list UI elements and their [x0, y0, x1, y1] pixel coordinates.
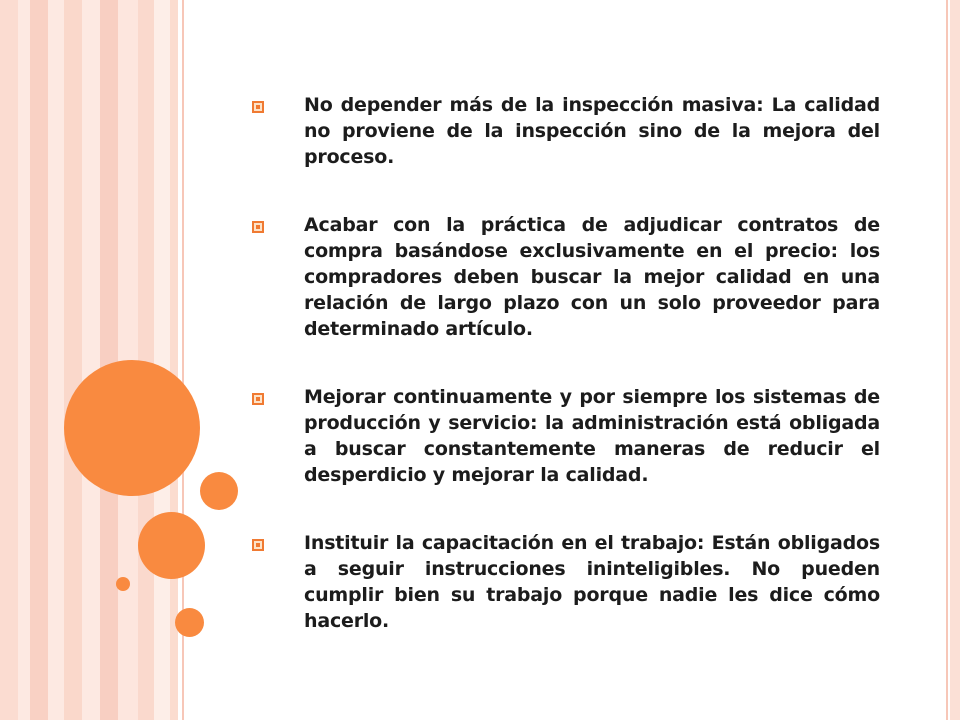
right-divider-line	[946, 0, 948, 720]
bullet-text: Instituir la capacitación en el trabajo: Están obligados a seguir instrucciones ininteligibles. No pueden cumplir bien su trabajo porque nadie les dice cómo hacerlo.	[304, 532, 880, 632]
bullet-item	[248, 384, 880, 488]
bullet-square-icon	[252, 393, 264, 405]
decorative-circle-medium	[138, 512, 205, 579]
left-decorative-stripes	[0, 0, 190, 720]
bullet-text: No depender más de la inspección masiva: La calidad no proviene de la inspección sino de la mejora del proceso.	[304, 94, 880, 168]
decorative-circle-small	[200, 472, 238, 510]
bullet-text: Mejorar continuamente y por siempre los sistemas de producción y servicio: la administración está obligada a buscar constantemente maneras de reducir el desperdicio y mejorar la calidad.	[304, 386, 880, 486]
bullet-square-icon	[252, 539, 264, 551]
bullet-item	[248, 92, 880, 170]
bullet-item	[248, 530, 880, 634]
decorative-circle-small-lower	[175, 608, 204, 637]
bullet-square-icon	[252, 221, 264, 233]
bullet-text: Acabar con la práctica de adjudicar contratos de compra basándose exclusivamente en el precio: los compradores deben buscar la mejor calidad en una relación de largo plazo con un solo proveedor para determinado artículo.	[304, 214, 880, 340]
slide-content	[248, 90, 880, 634]
decorative-circle-tiny	[116, 577, 130, 591]
right-decorative-stripe	[950, 0, 960, 720]
decorative-circle-large	[64, 360, 200, 496]
bullet-square-icon	[252, 101, 264, 113]
bullet-item	[248, 212, 880, 342]
